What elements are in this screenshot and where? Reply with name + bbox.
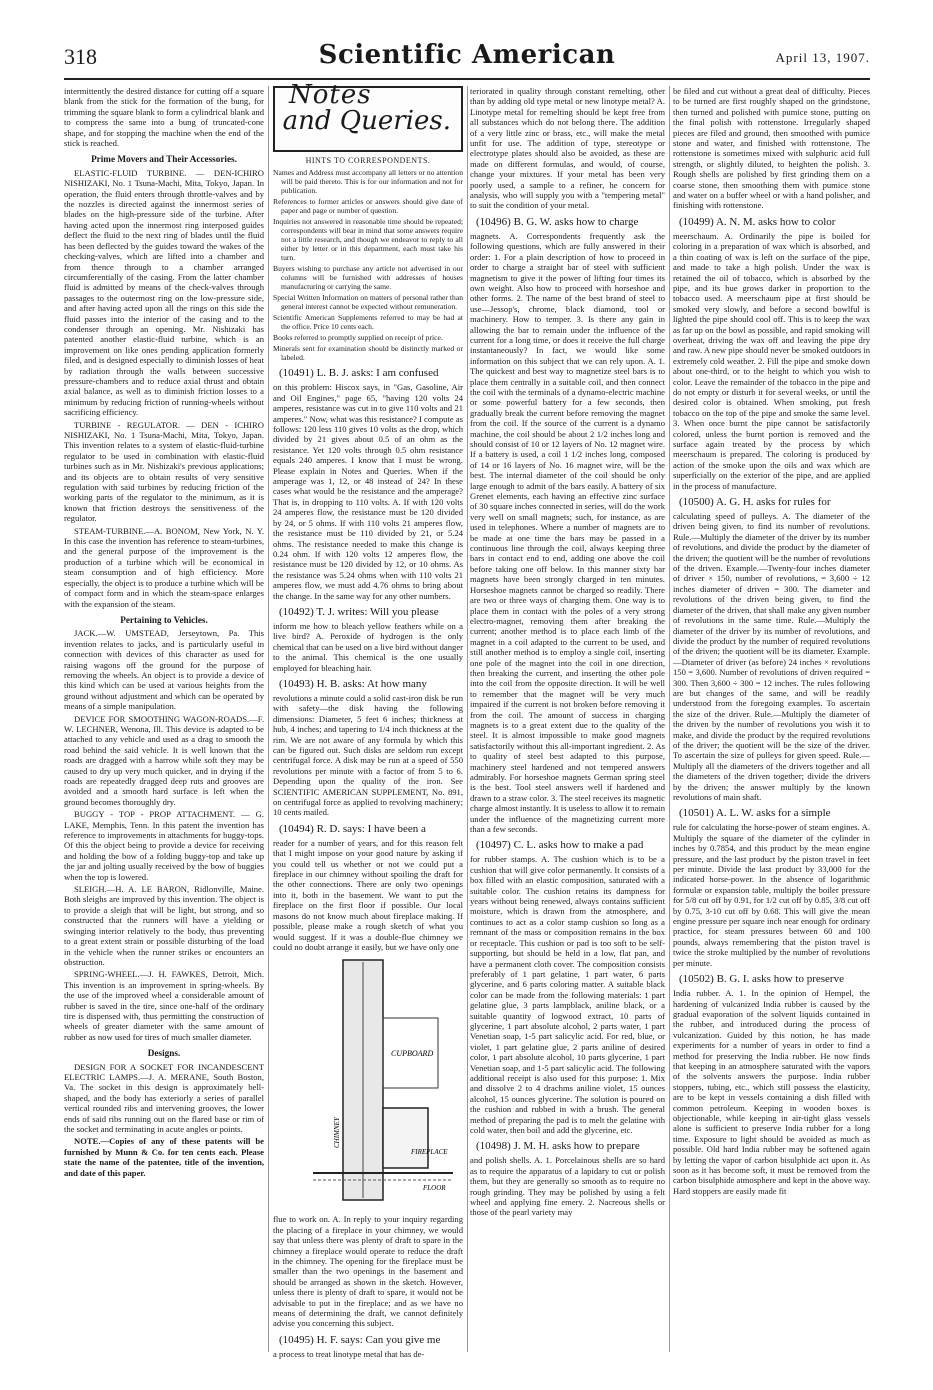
query-heading: (10497) C. L. asks how to make a pad [476, 839, 644, 852]
query-body: calculating speed of pulleys. A. The diameter of the driven being given, to find its number of revolutions. Rule.—Multiply the diameter of the driver by its number of revolutions, and divide the product by the diameter of the driven; the quotient will be the number of revolutions of the driven. Example.—Twenty-four inches diameter of driver × 150, number of revolutions, = 3,600 ÷ 12 inches diameter of driven = 300. The diameter and revolutions of the driven being given, to find the diameter of the driven, that shall make any given number of revolutions in the same time. Rule.—Multiply the diameter of the driver by its number of revolutions, and divide the product by the number of required revolutions of the driven; the quotient will be its diameter. Example.—Diameter of driver (as before) 24 inches × revolutions 150 = 3,600. Number of revolutions of driven required = 300. Then 3,600 ÷ 300 = 12 inches. The rules following are but changes of the same, and will be readily understood from the foregoing examples. To ascertain the size of the driver. Rule.—Multiply the diameter of the driven by the number of revolutions you wish it to make, and divide the product by the required revolutions of the driver; the quotient will be the size of the driver. To ascertain the size of pulleys for given speed. Rule.—Multiply all the diameters of the drivers together and all the diameters of the driven together; divide the drivers by the driven; the answer multiply by the known revolutions of main shaft. [673, 511, 870, 802]
banner-notes: Notes [289, 80, 372, 110]
query-heading: (10493) H. B. asks: At how many [279, 677, 427, 690]
column-divider [467, 86, 468, 1352]
query-body: teriorated in quality through constant remelting, other than by adding old type metal or new linotype metal? A. Linotype metal for remelting should be kept free from all substances which do not belong there. The addition of a very little zinc or brass, etc., will make the metal unfit for use. The addition of type, stereotype or electrotype plates should also be avoided, as these are made on different formulas, and would, of course, change your mixtures. If your metal has been very poorly used, a sample to a refiner, he concern for analysis, who will supply you with a "tempering metal" to suit the condition of your metal. [470, 86, 665, 211]
query-body: a process to treat linotype metal that has de- [273, 1348, 425, 1359]
query-heading: (10500) A. G. H. asks for rules for [679, 496, 831, 509]
patent-entry: DEVICE FOR SMOOTHING WAGON-ROADS.—F. W. LECHNER, Wenona, Ill. This device is adapted to be attached to any vehicle and used as a drag to smooth the road behind the said vehicle. It is well known that the roads are dragged with a harrow while soft they may be caused to dry up very much quicker, and in drying if the roads are repeatedly dragged deep ruts and grooves are avoided and a smooth hard surface is left when the ground becomes thoroughly dry. [64, 713, 264, 807]
note: NOTE.—Copies of any of these patents will be furnished by Munn & Co. for ten cents each. Please state the name of the patentee, title of the invention, and date of this paper. [64, 1136, 264, 1178]
query-heading: (10495) H. F. says: Can you give me [279, 1333, 441, 1346]
patent-entry: ELASTIC-FLUID TURBINE. — DEN-ICHIRO NISHIZAKI, No. 1 Tsuna-Machi, Mita, Tokyo, Japan. In operation, the fluid enters through throttle-valves and by the nozzles is directed against the innermost series of blades on the high-pressure side of the turbine. After having acted upon the innermost ring interposed guides deflect the fluid to the next ring of blades until the fluid has been deflected by the guides toward the wakes of the checking-valves, which are lifted into a chamber and from thence through to a chamber arranged circumferentially of the casing. From the latter chamber fluid is admitted by means of the check-valves through passages to the outermost ring on the low-pressure side, and after having acted upon all the rings on this side the fluid passes into the interior of the casing and to the condenser through an opening. Mr. Nishizaki has patented another elastic-fluid turbine, which is an improvement on like ones pending application formerly filed, and is designed especially to diminish losses of heat by radiation through the walls between successive pressure-chambers and to reduce axial thrust and obtain axial balance, as well as to diminish friction losses to a minimum by reducing friction of running-wheels without sacrificing efficiency. [64, 167, 264, 418]
hints-title: HINTS TO CORRESPONDENTS. [305, 156, 431, 165]
patent-entry: STEAM-TURBINE.—A. BONOM, New York, N. Y. In this case the invention has reference to steam-turbines, and the general purpose of the improvement is the production of a turbine which will be economical in steam consumption and of high efficiency. More especially, the object is to produce a turbine which will be of compact form and in which the steam-space enlarges with the expansion of the steam. [64, 525, 264, 609]
hint-item: References to former articles or answers should give date of paper and page or number of question. [273, 197, 463, 216]
query-body: rule for calculating the horse-power of steam engines. A. Multiply the square of the diameter of the cylinder in inches by 0.7854, and this product by the mean engine pressure, and the last product by the piston travel in feet per minute. Divide the last product by 33,000 for the indicated horse-power. In the absence of logarithmic formulæ or expansion table, multiply the boiler pressure for 5/8 cut off by 0.91, for 1/2 cut off by 0.85, 3/8 cut off by 0.75, 3-10 cut off by 0.68. This will give the mean engine pressure per square inch near enough for ordinary practice, for steam pressures between 60 and 100 pounds, always remembering that the piston travel is twice the stroke multiplied by the number of revolutions per minute. [673, 822, 870, 968]
masthead: Scientific American [318, 40, 616, 70]
column-3 [470, 86, 665, 1352]
issue-date: April 13, 1907. [775, 50, 870, 65]
banner-queries: and Queries. [282, 106, 451, 136]
cupboard-label: CUPBOARD [391, 1049, 434, 1059]
query-body: for rubber stamps. A. The cushion which is to be a cushion that will give color permanently. It consists of a box filled with an elastic composition, saturated with a suitable color. The cushion retains its dampness for years without being renewed, always contains sufficient moisture, which is drawn from the atmosphere, and continues to act as a color stamp cushion so long as a remnant of the mass or composition remains in the box or receptacle. This cushion or pad is too soft to be self-supporting, but should be held in a low, flat pan, and have a permanent cloth cover. The composition consists preferably of 1 part gelatine, 1 part water, 6 parts glycerine, and 6 parts coloring matter. A suitable black color can be made from the following materials: 1 part gelatine glue, 3 parts lampblack, aniline black, or a suitable quantity of logwood extract, 10 parts of glycerine, 1 part absolute alcohol, 2 parts water, 1 part Venetian soap, 1-5 part salicylic acid. For red, blue, or violet, 1 part gelatine glue, 2 parts aniline of desired color, 1 part absolute alcohol, 10 parts glycerine, 1 part Venetian soap, and 1-5 part salicylic acid. The following additional receipt is also used for this purpose: 1. Mix and dissolve 2 to 4 drachms aniline violet, 15 ounces alcohol, 15 ounces glycerine. The solution is poured on the cushion and rubbed in with a brush. The general method of preparing the pad is to melt the gelatine with cold water, then boil and add the glycerine, etc. [470, 854, 665, 1135]
query-body: inform me how to bleach yellow feathers while on a live bird? A. Peroxide of hydrogen is the only chemical that can be used on a live bird without danger to the animal. This chemical is the one usually employed for bleaching hair. [273, 620, 463, 673]
query-heading: (10491) L. B. J. asks: I am confused [279, 367, 439, 380]
hint-item: Special Written Information on matters of personal rather than general interest cannot be expected without remuneration. [273, 293, 463, 312]
page-header [64, 40, 870, 76]
column-2 [273, 80, 463, 1359]
query-body: be filed and cut without a great deal of difficulty. Pieces to be turned are first roughly shaped on the grindstone, then turned and polished with pumice stone, putting on the final polish with rottenstone. Irregularly shaped pieces are filed and ground, then smoothed with pumice stone and water, and finished with rottenstone. The rottenstone is sometimes mixed with sulphuric acid full strength, or slightly diluted, to heighten the polish. 3. Rough shells are polished by first grinding them on a coarse stone, then smoothing them with pumice stone and water on a buffer wheel or with a hand polisher, and finishing with rottenstone. [673, 86, 870, 211]
patent-entry: JACK.—W. UMSTEAD, Jerseytown, Pa. This invention relates to jacks, and is particularly useful in connection with devices of this character as used for raising wagons off the ground for the purpose of removing the wheels. An object is to provide a device of this kind which can be used at various heights from the ground without adjustment and which can be operated by means of a simple manipulation. [64, 628, 264, 712]
query-heading: (10501) A. L. W. asks for a simple [679, 807, 831, 820]
query-body: magnets. A. Correspondents frequently ask the following questions, which are fully answered in their order: 1. For a plain description of how to proceed in order to charge a straight bar of steel with sufficient magnetism to give it the power of lifting four times its own weight. Also how to proceed with horseshoe and other forms. 2. The name of the best brand of steel to use—Jessop's, chrome, black diamond, tool or machinery. How to temper. 3. Is there any gain in allowing the bar to remain under the influence of the current for a long time, or does it receive the full charge instantaneously? In fact, we would like some information on this subject that we can rely upon. A. 1. The quickest and best way to magnetize steel bars is to place them centrally in a suitable coil, and then connect the coil with the terminals of a dynamo-electric machine or some powerful battery for a few seconds, then gradually break the current before removing the magnet from the coil. If the source of the current is a dynamo machine, the coil should be about 2 1/2 inches long and should consist of 10 or 12 layers of No. 12 magnet wire. If a battery is used, a coil 1 1/2 inches long, composed of 14 or 16 layers of No. 16 magnet wire, will be the best. The internal diameter of the coil should be only large enough to admit of the bars easily. A battery of six Grenet elements, each having an effective zinc surface of 30 square inches connected in series, will do the work very well on small magnets; such, for instance, as are used in telephones. Where a number of magnets are to be made at one time the bars may be passed in a continuous line through the coil, always keeping three bars in contact end to end, adding one above the coil before taking one off below. In this manner sixty bar magnets have been strongly charged in ten minutes. Horseshoe magnets cannot be charged so readily. There are two or three ways of charging them. One way is to place them in contact with the poles of a very strong electro-magnet, removing them after breaking the current; another method is to place each limb of the magnet in a coil adapted to the current to be used, and still another method is to employ a single coil, inserting one pole of the magnet into the coil in one direction, then breaking the current, and inserting the other pole into the coil from the opposite direction. It will be well to remember that the magnet will be very much impaired if the current is not broken before removing it from the coil. The amount of success in charging magnets is to a great extent due to the quality of the steel. It is almost impossible to make good magnets satisfactorily without this all-important ingredient. 2. As to quality of steel best adapted to this purpose, machinery steel hardened and not tempered answers admirably. For horseshoe magnets German spring steel is the best. Tool steel answers well if hardened and drawn to a straw color. 3. The steel receives its magnetic charge almost instantly. It is useless to allow it to remain under the influence of the magnetizing current more than a few seconds. [470, 230, 665, 835]
query-body: India rubber. A. 1. In the opinion of Hempel, the hardening of vulcanized India rubber is caused by the gradual evaporation of the solvent liquids contained in the rubber, and introduced during the process of vulcanization. Guided by this notion, he has made experiments for a number of years in order to find a method for preserving the India rubber. He now finds that keeping in an atmosphere saturated with the vapors of the solvents answers the purpose. India rubber stoppers, tubing, etc., which still possess the elasticity, are to be kept in vessels containing a dish filled with common petroleum. Keeping in wooden boxes is objectionable, while keeping in air-tight glass vessels alone is sufficient to preserve India rubber for a long time. Exposure to light should be avoided as much as possible. Old hard India rubber may be softened again by letting the vapor of carbon bisulphide act upon it. As soon as it has become soft, it must be removed from the carbon bisulphide atmosphere and kept in the above way. Hard stoppers are easily made fit [673, 988, 870, 1196]
hints-list [273, 168, 463, 363]
query-heading: (10502) B. G. I. asks how to preserve [679, 973, 844, 986]
column-divider [268, 86, 269, 1352]
patent-entry: DESIGN FOR A SOCKET FOR INCANDESCENT ELECTRIC LAMPS.—J. A. MERANE, South Boston, Va. The socket in this design is approximately bell-shaped, and the body has exteriorly a series of parallel vertical rounded ribs and intervening grooves, the lower ends of said ribs running out on the flared base or rim of the socket and terminating in acute angles or points. [64, 1061, 264, 1134]
chimney-label: CHIMNEY [333, 1117, 341, 1149]
query-heading: (10494) R. D. says: I have been a [279, 822, 426, 835]
hint-item: Inquiries not answered in reasonable time should be repeated; correspondents will bear in mind that some answers require not a little research, and though we endeavor to reply to all either by letter or in this department, each must take his turn. [273, 217, 463, 263]
column-divider [669, 86, 670, 1352]
query-heading: (10498) J. M. H. asks how to prepare [476, 1140, 640, 1153]
query-body: flue to work on. A. In reply to your inquiry regarding the placing of a fireplace in your chimney, we would say that unless there was plenty of draft to spare in the chimney a fireplace would operate to reduce the draft in the chimney. The opening for the fireplace must be smaller than the two openings in the basement and should be arranged as shown in the sketch. However, unless there is plenty of draft to spare, it would not be advisable to put in the fireplace; and as we have no means of determining the draft, we cannot definitely advise you concerning this subject. [273, 1214, 463, 1329]
fireplace-diagram [273, 958, 463, 1208]
patent-entry: BUGGY - TOP - PROP ATTACHMENT. — G. LAKE, Memphis, Tenn. In this patent the invention has reference to improvements in attachments for buggy-tops. Of this the object being to provide a device for receiving and holding the bow of a folding buggy-top and take up the jar and jolting usually received by the bow of buggies when the top is lowered. [64, 809, 264, 882]
patent-entry: TURBINE - REGULATOR. — DEN - ICHIRO NISHIZAKI, No. 1 Tsuna-Machi, Mita, Tokyo, Japan. This invention relates to a system of elastic-fluid-turbine regulator to be used in combination with elastic-fluid turbines such as in Mr. Nishizaki's previous applications; and its objects are to obtain results of very sensitive regulation with said turbines by reducing friction of the working parts of the regulator to the minimum, as it is known that friction destroys the sensitiveness of the regulator. [64, 419, 264, 524]
fireplace-label: FIREPLACE [411, 1148, 448, 1157]
hint-item: Books referred to promptly supplied on receipt of price. [273, 333, 443, 343]
query-heading: (10499) A. N. M. asks how to color [679, 215, 836, 228]
column-4 [673, 86, 870, 1352]
query-body: meerschaum. A. Ordinarily the pipe is boiled for coloring in a preparation of wax which is absorbed, and a thin coating of wax is left on the surface of the pipe, and made to take a high polish. Under the wax is retained the oil of tobacco, which is absorbed by the pipe, and its hue grows darker in proportion to the tobacco used. A meerschaum pipe at first should be smoked very slowly, and before a second bowlful is lighted the pipe should cool off. This is to keep the wax as far up on the bowl as possible, and rapid smoking will overheat, driving the wax off and leaving the pipe dry and raw. A new pipe should never be smoked outdoors in extremely cold weather. 2. Fill the pipe and smoke down about one-third, or to the height to which you wish to color. Leave the remainder of the tobacco in the pipe and do not empty or disturb it for several weeks, or until the desired color is obtained. When smoking, put fresh tobacco on the top of the pipe and smoke the same level. 3. When once burnt the pipe cannot be satisfactorily colored, unless the burnt portion is removed and the surface again treated by the process by which meerschaum is prepared. The coloring is produced by action of the smoke upon the oils and wax which are superficially on the exterior of the pipe, and are applied in the process of manufacture. [673, 230, 870, 491]
hint-item: Names and Address must accompany all letters or no attention will be paid thereto. This is for our information and not for publication. [273, 168, 463, 196]
section-heading-designs: Designs. [147, 1048, 181, 1059]
hint-item: Scientific American Supplements referred to may be had at the office. Price 10 cents each. [273, 313, 463, 332]
query-body: on this problem: Hiscox says, in "Gas, Gasoline, Air and Oil Engines," page 65, "having 120 volts 24 amperes, resistance was cut in to give 110 volts and 21 amperes." Now, what was this resistance? I compute as follows: 120 less 110 gives 10 volts as the drop, which divided by 21 gives about 0.5 of an ohm as the resistance. Yet 120 volts through 0.5 ohm resistance equals 240 amperes. I know that I must be wrong. Please explain in Notes and Queries. When if the amperage was 1, 12, or 48 instead of 24? In these cases what would be the resistance and the amperage? That is, in dropping to 110 volts. A. If with 120 volts 24 amperes flow, the resistance must be 120 divided by 24, or 5 ohms. If with 110 volts 21 amperes flow, the resistance must be 110 divided by 21, or 5.24 ohms. The resistance needed to make this change is 0.24 ohm. If with 120 volts 12 amperes flow, the resistance must be 120 divided by 12, or 10 ohms. As the resistance was 5.24 ohms when with 110 volts 21 amperes flow, we must add 4.76 ohms to bring about the change. In the same way for any other numbers. [273, 382, 463, 601]
notes-queries-banner [273, 80, 463, 152]
section-heading-vehicles: Pertaining to Vehicles. [120, 614, 208, 625]
query-body: and polish shells. A. 1. Porcelainous shells are so hard as to require the apparatus of a lapidary to cut or polish them, but they are generally so smooth as to require no rough grinding. They may be polished by using a felt wheel and applying fine emery. 2. Nacreous shells or those of the pearl variety may [470, 1155, 665, 1218]
query-body: revolutions a minute could a solid cast-iron disk be run with safety—the disk having the following dimensions: Diameter, 5 feet 6 inches; thickness at hub, 4 inches; and tapering to 1/4 inch thickness at the rim. We are not aware of any formula by which this can be figured out. Such disks are seldom run except centrifugal force. A disk may be run at a speed of 550 revolutions per minute with a factor of from 5 to 6. Depending upon the quality of the iron. See SCIENTIFIC AMERICAN SUPPLEMENT, No. 891, on centrifugal force as applied to revolving machinery; 10 cents mailed. [273, 692, 463, 818]
section-heading-prime-movers: Prime Movers and Their Accessories. [91, 154, 237, 165]
floor-label: FLOOR [423, 1184, 446, 1193]
paragraph: intermittently the desired distance for cutting off a square blank from the stick for the formation of the bung, for trimming the square blank to form a cylindrical blank and to compress the same into a bung of truncated-cone shape, and for stopping the machine when the end of the stick is reached. [64, 86, 264, 149]
query-body: reader for a number of years, and for this reason felt that I might impose on your good nature by asking if you could tell us whether or not we could put a fireplace in our chimney without spoiling the draft for the other connections. There are only two openings into it, both in the basement. We want to put the fireplace on the first floor if possible. Our local masons do not know much about fireplace making. If possible, please make a rough sketch of what you would suggest. If it was a double-flue chimney we could no doubt arrange it easily, but we have only one [273, 837, 463, 952]
fireplace-figure [273, 958, 463, 1208]
column-1 [64, 86, 264, 1352]
fireplace-opening [383, 1108, 428, 1168]
patent-entry: SPRING-WHEEL.—J. H. FAWKES, Detroit, Mich. This invention is an improvement in spring-wheels. By the use of the improved wheel a considerable amount of rubber is saved in the tire, since one-half of the ordinary tire is dispensed with, thus permitting the construction of wheels of greater diameter with the same amount of rubber as now used for tires of much smaller diameter. [64, 969, 264, 1042]
hint-item: Minerals sent for examination should be distinctly marked or labeled. [273, 344, 463, 363]
patent-entry: SLEIGH.—H. A. LE BARON, Ridlonville, Maine. Both sleighs are improved by this invention. The object is to provide a sleigh that will be light, but strong, and so constructed that the runners will have a yielding or swinging interior relatively to the body, thus preventing to a great extent strain or possible disturbing of the load in the vehicle when the runner strikes or encounters an obstruction. [64, 884, 264, 967]
query-heading: (10496) B. G. W. asks how to charge [476, 215, 639, 228]
hint-item: Buyers wishing to purchase any article not advertised in our columns will be furnished with addresses of houses manufacturing or carrying the same. [273, 264, 463, 292]
header-rule [64, 78, 870, 80]
query-heading: (10492) T. J. writes: Will you please [279, 605, 439, 618]
page-number: 318 [64, 44, 97, 69]
